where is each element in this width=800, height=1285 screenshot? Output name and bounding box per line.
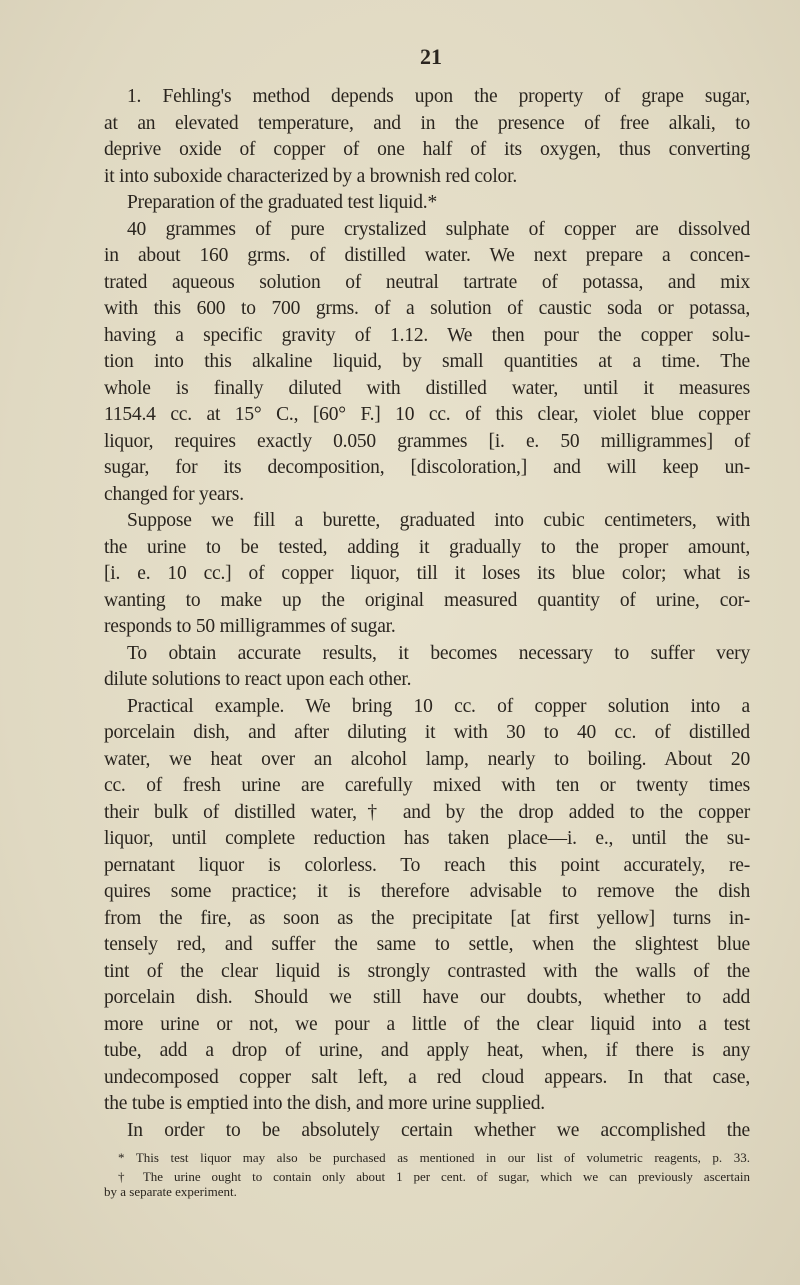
text-line: responds to 50 milligrammes of sugar. <box>104 616 396 637</box>
text-line: from the fire, as soon as the precipitate [at first yellow] turns in- <box>104 907 750 929</box>
text-line: [i. e. 10 cc.] of copper liquor, till it loses its blue color; what is <box>104 563 750 584</box>
text-line: their bulk of distilled water,† and by the drop added to the copper <box>104 801 750 823</box>
text-line: Suppose we fill a burette, graduated into cubic centimeters, with <box>127 510 750 531</box>
text-line: In order to be absolutely certain whether we accomplished the <box>127 1119 750 1141</box>
text-line: tion into this alkaline liquid, by small quantities at a time. The <box>104 351 750 372</box>
text-line: wanting to make up the original measured quantity of urine, cor- <box>104 589 750 611</box>
text-line: 1154.4 cc. at 15° C., [60° F.] 10 cc. of this clear, violet blue copper <box>104 404 750 425</box>
text-line: it into suboxide characterized by a brownish red color. <box>104 165 517 187</box>
text-line: porcelain dish. Should we still have our doubts, whether to add <box>104 987 750 1008</box>
text-line: sugar, for its decomposition, [discoloration,] and will keep un- <box>104 457 750 478</box>
footnote-line: † The urine ought to contain only about 1 per cent. of sugar, which we can previously ascertain <box>118 1169 750 1184</box>
text-line: at an elevated temperature, and in the presence of free alkali, to <box>104 112 750 134</box>
text-line: tint of the clear liquid is strongly contrasted with the walls of the <box>104 960 750 982</box>
footnote-line: by a separate experiment. <box>104 1184 237 1199</box>
text-line: 1. Fehling's method depends upon the property of grape sugar, <box>127 86 750 107</box>
text-line: whole is finally diluted with distilled water, until it measures <box>104 377 750 399</box>
text-line: trated aqueous solution of neutral tartrate of potassa, and mix <box>104 271 750 293</box>
text-line: tube, add a drop of urine, and apply heat, when, if there is any <box>104 1040 750 1061</box>
text-line: more urine or not, we pour a little of the clear liquid into a test <box>104 1013 750 1035</box>
text-line: water, we heat over an alcohol lamp, nearly to boiling. About 20 <box>104 748 750 770</box>
text-line: changed for years. <box>104 483 244 505</box>
footnote-line: * This test liquor may also be purchased as mentioned in our list of volumetric reagents, p. 33. <box>118 1150 750 1165</box>
text-line: tensely red, and suffer the same to settle, when the slightest blue <box>104 934 750 955</box>
text-line: liquor, until complete reduction has taken place—i. e., until the su- <box>104 828 750 849</box>
text-line: liquor, requires exactly 0.050 grammes [i. e. 50 milligrammes] of <box>104 430 750 452</box>
body-text <box>104 84 750 1144</box>
text-line: 40 grammes of pure crystalized sulphate of copper are dissolved <box>127 218 750 240</box>
text-line: the tube is emptied into the dish, and more urine supplied. <box>104 1093 545 1114</box>
text-line: dilute solutions to react upon each other. <box>104 669 412 690</box>
text-line: with this 600 to 700 grms. of a solution of caustic soda or potassa, <box>104 298 750 319</box>
text-line: deprive oxide of copper of one half of its oxygen, thus converting <box>104 139 750 160</box>
text-line: the urine to be tested, adding it gradually to the proper amount, <box>104 536 750 558</box>
text-line: having a specific gravity of 1.12. We then pour the copper solu- <box>104 324 750 346</box>
text-line: pernatant liquor is colorless. To reach this point accurately, re- <box>104 854 750 876</box>
footnote-1 <box>104 1150 750 1165</box>
footnote-2 <box>104 1169 750 1199</box>
text-line: quires some practice; it is therefore advisable to remove the dish <box>104 881 750 902</box>
text-line: Preparation of the graduated test liquid.* <box>127 192 438 213</box>
text-line: in about 160 grms. of distilled water. We next prepare a concen- <box>104 245 750 266</box>
text-line: Practical example. We bring 10 cc. of copper solution into a <box>127 695 750 717</box>
text-line: cc. of fresh urine are carefully mixed with ten or twenty times <box>104 775 750 796</box>
page-number: 21 <box>420 44 442 69</box>
text-line: undecomposed copper salt left, a red cloud appears. In that case, <box>104 1066 750 1088</box>
text-line: To obtain accurate results, it becomes necessary to suffer very <box>127 642 750 664</box>
text-line: porcelain dish, and after diluting it with 30 to 40 cc. of distilled <box>104 722 750 743</box>
